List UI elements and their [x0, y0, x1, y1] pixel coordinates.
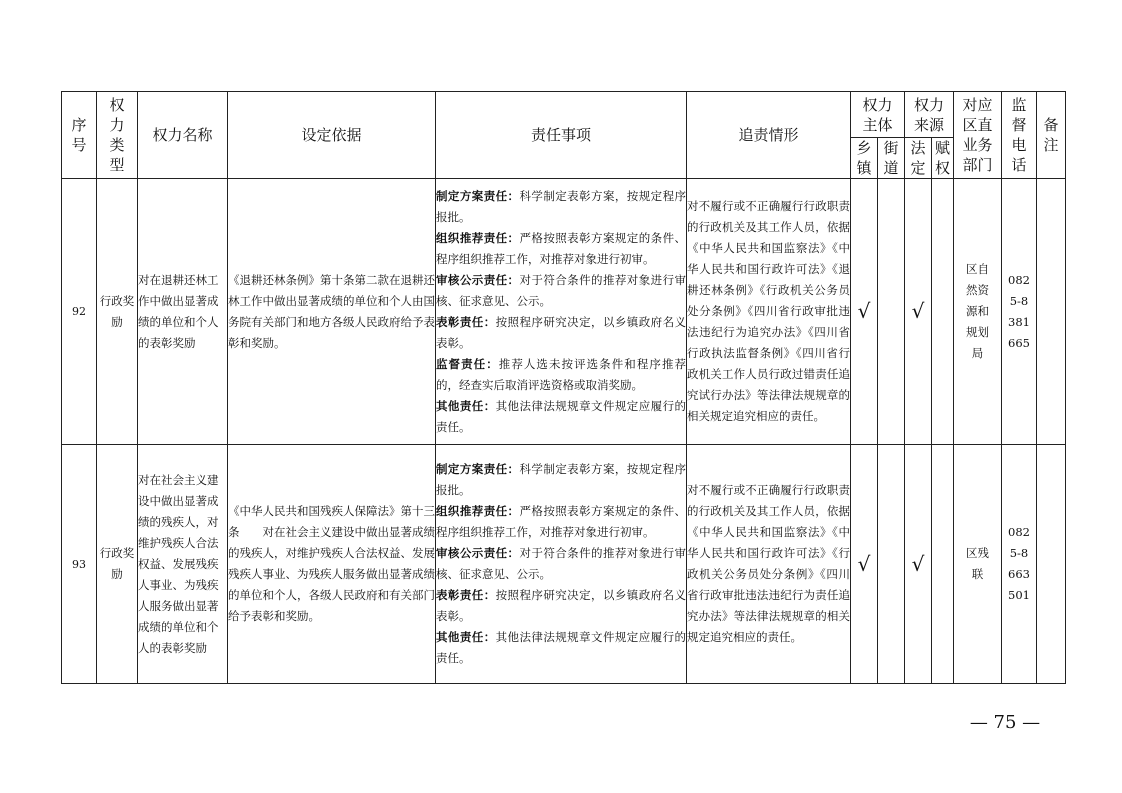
check-mark: √ — [905, 445, 932, 684]
duty-item: 表彰责任：按照程序研究决定，以乡镇政府名义表彰。 — [436, 588, 686, 623]
page-number: — 75 — — [969, 712, 1041, 733]
table-row — [62, 445, 1066, 684]
duty-item: 审核公示责任：对于符合条件的推荐对象进行审核、征求意见、公示。 — [436, 272, 687, 308]
row-subject-street — [878, 445, 905, 684]
row-seq: 92 — [62, 179, 97, 445]
row-dept: 区残联 — [954, 445, 1002, 684]
row-note — [1037, 179, 1066, 445]
row-dept: 区自然资源和规划局 — [954, 179, 1002, 445]
header-phone: 监督电话 — [1002, 92, 1037, 179]
row-duties — [436, 179, 687, 445]
row-basis: 《中华人民共和国残疾人保障法》第十三条 对在社会主义建设中做出显著成绩的残疾人，对维护残疾人合法权益、发展残疾人事业、为残疾人服务做出显著成绩的单位和个人，各级人民政府和有关部门给予表彰和奖励。 — [228, 445, 436, 684]
header-source: 权力来源 — [905, 92, 954, 138]
header-subject-street: 街道 — [878, 138, 905, 179]
header-subject: 权力主体 — [851, 92, 905, 138]
duty-item: 表彰责任：按照程序研究决定，以乡镇政府名义表彰。 — [436, 314, 686, 350]
duty-item: 其他责任：其他法律法规规章文件规定应履行的责任。 — [436, 630, 686, 665]
row-duties — [436, 445, 687, 684]
row-note — [1037, 445, 1066, 684]
duty-item: 组织推荐责任：严格按照表彰方案规定的条件、程序组织推荐工作，对推荐对象进行初审。 — [436, 504, 687, 539]
row-type: 行政奖励 — [97, 179, 138, 445]
row-accountability: 对不履行或不正确履行行政职责的行政机关及其工作人员，依据《中华人民共和国监察法》《中华人民共和国行政许可法》《退耕还林条例》《行政机关公务员处分条例》《四川省行政审批违法违纪行为追究办法》《四川省行政执法监督条例》《四川省行政机关工作人员行政过错责任追究试行办法》等法律法规规章的相关规定追究相应的责任。 — [687, 179, 851, 445]
header-name: 权力名称 — [138, 92, 228, 179]
check-mark: √ — [851, 445, 878, 684]
row-subject-street — [878, 179, 905, 445]
header-source-legal: 法定 — [905, 138, 932, 179]
row-name: 对在退耕还林工作中做出显著成绩的单位和个人的表彰奖励 — [138, 179, 228, 445]
power-list-table — [61, 91, 1066, 684]
header-duty: 责任事项 — [436, 92, 687, 179]
header-dept: 对应区直业务部门 — [954, 92, 1002, 179]
row-accountability: 对不履行或不正确履行行政职责的行政机关及其工作人员，依据《中华人民共和国监察法》《中华人民共和国行政许可法》《行政机关公务员处分条例》《四川省行政审批违法违纪行为责任追究办法》等法律法规规章的相关规定追究相应的责任。 — [687, 445, 851, 684]
row-phone: 0825-8381665 — [1002, 179, 1037, 445]
duty-item: 制定方案责任：科学制定表彰方案，按规定程序报批。 — [436, 462, 687, 497]
check-mark: √ — [905, 179, 932, 445]
table-row — [62, 179, 1066, 445]
row-name: 对在社会主义建设中做出显著成绩的残疾人，对维护残疾人合法权益、发展残疾人事业、为残疾人服务做出显著成绩的单位和个人的表彰奖励 — [138, 445, 228, 684]
row-phone: 0825-8663501 — [1002, 445, 1037, 684]
duty-item: 审核公示责任：对于符合条件的推荐对象进行审核、征求意见、公示。 — [436, 546, 687, 581]
duty-item: 监督责任：推荐人选未按评选条件和程序推荐的，经查实后取消评选资格或取消奖励。 — [436, 356, 687, 392]
row-type: 行政奖励 — [97, 445, 138, 684]
row-basis: 《退耕还林条例》第十条第二款在退耕还林工作中做出显著成绩的单位和个人由国务院有关部门和地方各级人民政府给予表彰和奖励。 — [228, 179, 436, 445]
duty-item: 其他责任：其他法律法规规章文件规定应履行的责任。 — [436, 398, 686, 434]
header-type: 权力类型 — [97, 92, 138, 179]
row-seq: 93 — [62, 445, 97, 684]
row-source-grant — [932, 445, 954, 684]
header-basis: 设定依据 — [228, 92, 436, 179]
duty-item: 组织推荐责任：严格按照表彰方案规定的条件、程序组织推荐工作，对推荐对象进行初审。 — [436, 230, 687, 266]
row-source-grant — [932, 179, 954, 445]
header-note: 备注 — [1037, 92, 1066, 179]
header-subject-town: 乡镇 — [851, 138, 878, 179]
header-seq: 序号 — [62, 92, 97, 179]
check-mark: √ — [851, 179, 878, 445]
header-source-grant: 赋权 — [932, 138, 954, 179]
header-accountability: 追责情形 — [687, 92, 851, 179]
duty-item: 制定方案责任：科学制定表彰方案，按规定程序报批。 — [436, 188, 687, 224]
